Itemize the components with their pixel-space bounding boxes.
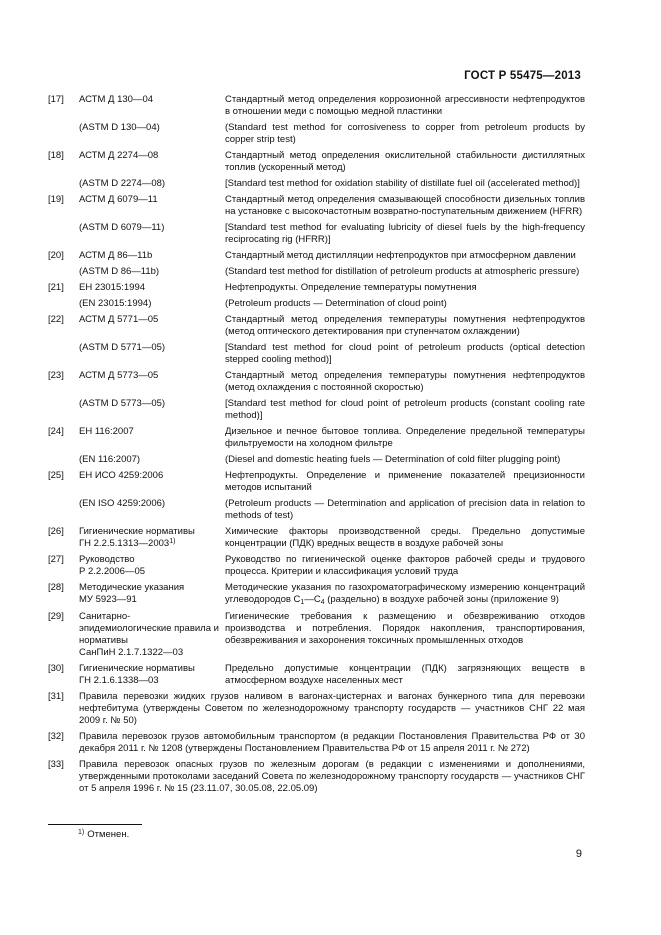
ref-number: [20] xyxy=(48,250,64,261)
ref-document xyxy=(79,526,225,550)
ref-title: [Standard test method for evaluating lubricity of diesel fuels by the high-frequency reciprocating rig (HFRR)] xyxy=(225,222,585,245)
ref-number: [19] xyxy=(48,194,64,205)
ref-entry xyxy=(48,498,585,522)
ref-document: АСТМ Д 2274—08 xyxy=(79,150,159,161)
ref-entry xyxy=(48,370,585,394)
ref-document: (ASTM D 5771—05) xyxy=(79,342,166,353)
ref-doc-line: ГН 2.2.5.1313—2003 xyxy=(79,538,170,549)
ref-number: [21] xyxy=(48,282,64,293)
ref-number: [28] xyxy=(48,582,64,593)
ref-document: (ASTM D 2274—08) xyxy=(79,178,166,189)
ref-doc-line: МУ 5923—91 xyxy=(79,594,137,605)
ref-number: [30] xyxy=(48,663,64,674)
ref-title: Стандартный метод определения коррозионной агрессивности нефтепродуктов в отношении меди с помощью медной пластинки xyxy=(225,94,585,117)
ref-entry xyxy=(48,691,585,727)
ref-entry xyxy=(48,298,585,310)
ref-document: АСТМ Д 6079—11 xyxy=(79,194,158,205)
document-code: ГОСТ Р 55475—2013 xyxy=(464,70,581,82)
ref-entry xyxy=(48,178,585,190)
ref-entry xyxy=(48,398,585,422)
ref-title: Руководство по гигиенической оценке факторов рабочей среды и трудового процесса. Критерии и классификация условий труда xyxy=(225,554,585,577)
footnote-mark: 1) xyxy=(78,829,85,836)
ref-number xyxy=(48,454,79,466)
ref-document: АСТМ Д 5773—05 xyxy=(79,370,159,381)
ref-title-part: (раздельно) в воздухе рабочей зоны (приложение 9) xyxy=(324,594,559,605)
ref-document: АСТМ Д 5771—05 xyxy=(79,314,159,325)
ref-document xyxy=(79,554,225,578)
ref-entry xyxy=(48,342,585,366)
subscript: 1 xyxy=(300,599,305,606)
ref-title: Стандартный метод определения температуры помутнения нефтепродуктов (метод оптического детектирования при ступенчатом охлаждении) xyxy=(225,314,585,337)
ref-title: [Standard test method for oxidation stability of distillate fuel oil (accelerated method)] xyxy=(225,178,580,189)
ref-number: [25] xyxy=(48,470,64,481)
ref-full-text: Правила перевозки жидких грузов наливом в вагонах-цистернах и вагонах бункерного типа для перевозки нефтебитума (утверждены Советом по железнодорожному транспорту государств — участников СНГ 22 мая 2009 г. № 50) xyxy=(79,691,585,726)
ref-entry xyxy=(48,94,585,118)
ref-title: (Petroleum products — Determination and application of precision data in relation to methods of test) xyxy=(225,498,585,521)
footnote-separator xyxy=(48,824,142,825)
ref-entry xyxy=(48,266,585,278)
ref-title: (Diesel and domestic heating fuels — Determination of cold filter plugging point) xyxy=(225,454,561,465)
ref-document: (ASTM D 86—11b) xyxy=(79,266,160,277)
ref-document: АСТМ Д 86—11b xyxy=(79,250,153,261)
ref-title: Гигиенические требования к размещению и обезвреживанию отходов производства и потребления. Порядок накопления, транспортирования, обезвреживания и захоронения токсичных промышленных отходов xyxy=(225,611,585,646)
ref-number: [33] xyxy=(48,759,64,770)
ref-number: [17] xyxy=(48,94,64,105)
ref-document: (ASTM D 5773—05) xyxy=(79,398,166,409)
ref-entry xyxy=(48,150,585,174)
ref-doc-line: Р 2.2.2006—05 xyxy=(79,566,146,577)
ref-entry xyxy=(48,454,585,466)
ref-entry-27 xyxy=(48,554,585,578)
ref-full-text: Правила перевозок грузов автомобильным транспортом (в редакции Постановления Правительства РФ от 30 декабря 2011 г. № 1208 (утверждены Постановлением Правительства РФ от 15 апреля 2011 г. № 272) xyxy=(79,731,585,754)
ref-document: (EN 116:2007) xyxy=(79,454,141,465)
ref-number xyxy=(48,298,79,310)
ref-number: [27] xyxy=(48,554,64,565)
ref-entry-30 xyxy=(48,663,585,687)
ref-title: Дизельное и печное бытовое топлива. Определение предельной температуры фильтруемости на холодном фильтре xyxy=(225,426,585,449)
ref-entry xyxy=(48,759,585,795)
footnote-text: Отменен. xyxy=(87,829,130,840)
ref-number xyxy=(48,222,79,246)
ref-title: Нефтепродукты. Определение температуры помутнения xyxy=(225,282,477,293)
ref-title-part: Методические указания по газохроматографическому измерению концентраций углеводородов С xyxy=(225,582,585,605)
footnote-mark: 1) xyxy=(169,538,176,545)
ref-entry xyxy=(48,426,585,450)
ref-title: Стандартный метод определения температуры помутнения нефтепродуктов (метод охлаждения с постоянной скоростью) xyxy=(225,370,585,393)
ref-number: [23] xyxy=(48,370,64,381)
ref-document: (EN 23015:1994) xyxy=(79,298,152,309)
ref-document xyxy=(79,582,225,607)
subscript: 4 xyxy=(320,599,325,606)
ref-full-text: Правила перевозок опасных грузов по железным дорогам (в редакции с изменениями и дополнениями, утвержденными протоколами заседаний Совета по железнодорожному транспорту государств — участников СНГ от 5 апреля 1996 г. № 15 (23.11.07, 30.05.08, 22.05.09) xyxy=(79,759,585,794)
ref-number: [29] xyxy=(48,611,64,622)
ref-number xyxy=(48,498,79,522)
ref-number: [18] xyxy=(48,150,64,161)
ref-title: (Petroleum products — Determination of cloud point) xyxy=(225,298,447,309)
ref-doc-line: Гигиенические нормативы xyxy=(79,663,195,674)
bibliography-list xyxy=(48,94,585,799)
ref-title: Стандартный метод определения смазывающей способности дизельных топлив на установке с высокочастотным возвратно-поступательным движением (HFRR) xyxy=(225,194,585,217)
ref-document: ЕН 23015:1994 xyxy=(79,282,146,293)
ref-title: [Standard test method for cloud point of petroleum products (constant cooling rate method)] xyxy=(225,398,585,421)
ref-entry xyxy=(48,731,585,755)
ref-title: [Standard test method for cloud point of petroleum products (optical detection stepped cooling method)] xyxy=(225,342,585,365)
ref-document: (EN ISO 4259:2006) xyxy=(79,498,166,509)
ref-document: (ASTM D 130—04) xyxy=(79,122,160,133)
ref-entry xyxy=(48,194,585,218)
ref-title-part: —С xyxy=(304,594,321,605)
ref-entry-28 xyxy=(48,582,585,607)
ref-title: Нефтепродукты. Определение и применение показателей прецизионности методов испытаний xyxy=(225,470,585,493)
ref-number: [31] xyxy=(48,691,64,702)
ref-document: АСТМ Д 130—04 xyxy=(79,94,154,105)
ref-doc-line: Гигиенические нормативы xyxy=(79,526,195,537)
ref-entry xyxy=(48,122,585,146)
ref-number xyxy=(48,178,79,190)
ref-entry xyxy=(48,282,585,294)
ref-number xyxy=(48,122,79,146)
ref-entry xyxy=(48,222,585,246)
ref-doc-line: Методические указания xyxy=(79,582,185,593)
ref-document: (ASTM D 6079—11) xyxy=(79,222,165,233)
ref-title: (Standard test method for distillation of petroleum products at atmospheric pressure) xyxy=(225,266,580,277)
ref-document: ЕН ИСО 4259:2006 xyxy=(79,470,164,481)
ref-document xyxy=(79,611,225,659)
ref-title: Стандартный метод дистилляции нефтепродуктов при атмосферном давлении xyxy=(225,250,576,261)
ref-entry xyxy=(48,250,585,262)
ref-doc-line: СанПиН 2.1.7.1322—03 xyxy=(79,647,184,658)
ref-entry-26 xyxy=(48,526,585,550)
ref-title: Стандартный метод определения окислительной стабильности дистиллятных топлив (ускоренный метод) xyxy=(225,150,585,173)
ref-number: [22] xyxy=(48,314,64,325)
ref-number: [26] xyxy=(48,526,64,537)
ref-title: Химические факторы производственной среды. Предельно допустимые концентрации (ПДК) вредных веществ в воздухе рабочей зоны xyxy=(225,526,585,549)
page-number: 9 xyxy=(575,848,582,860)
ref-doc-line: Руководство xyxy=(79,554,135,565)
ref-document: ЕН 116:2007 xyxy=(79,426,134,437)
ref-title: (Standard test method for corrosiveness to copper from petroleum products by copper strip test) xyxy=(225,122,585,145)
ref-doc-line: Санитарно-эпидемиологические правила и нормативы xyxy=(79,611,219,646)
ref-entry xyxy=(48,470,585,494)
ref-entry xyxy=(48,314,585,338)
ref-entry-29 xyxy=(48,611,585,659)
ref-document xyxy=(79,663,225,687)
ref-number xyxy=(48,342,79,366)
ref-number xyxy=(48,266,79,278)
ref-doc-line: ГН 2.1.6.1338—03 xyxy=(79,675,159,686)
ref-title xyxy=(225,582,585,607)
ref-number: [32] xyxy=(48,731,64,742)
ref-number: [24] xyxy=(48,426,64,437)
footnote xyxy=(78,829,129,840)
ref-title: Предельно допустимые концентрации (ПДК) загрязняющих веществ в атмосферном воздухе населенных мест xyxy=(225,663,585,686)
ref-number xyxy=(48,398,79,422)
